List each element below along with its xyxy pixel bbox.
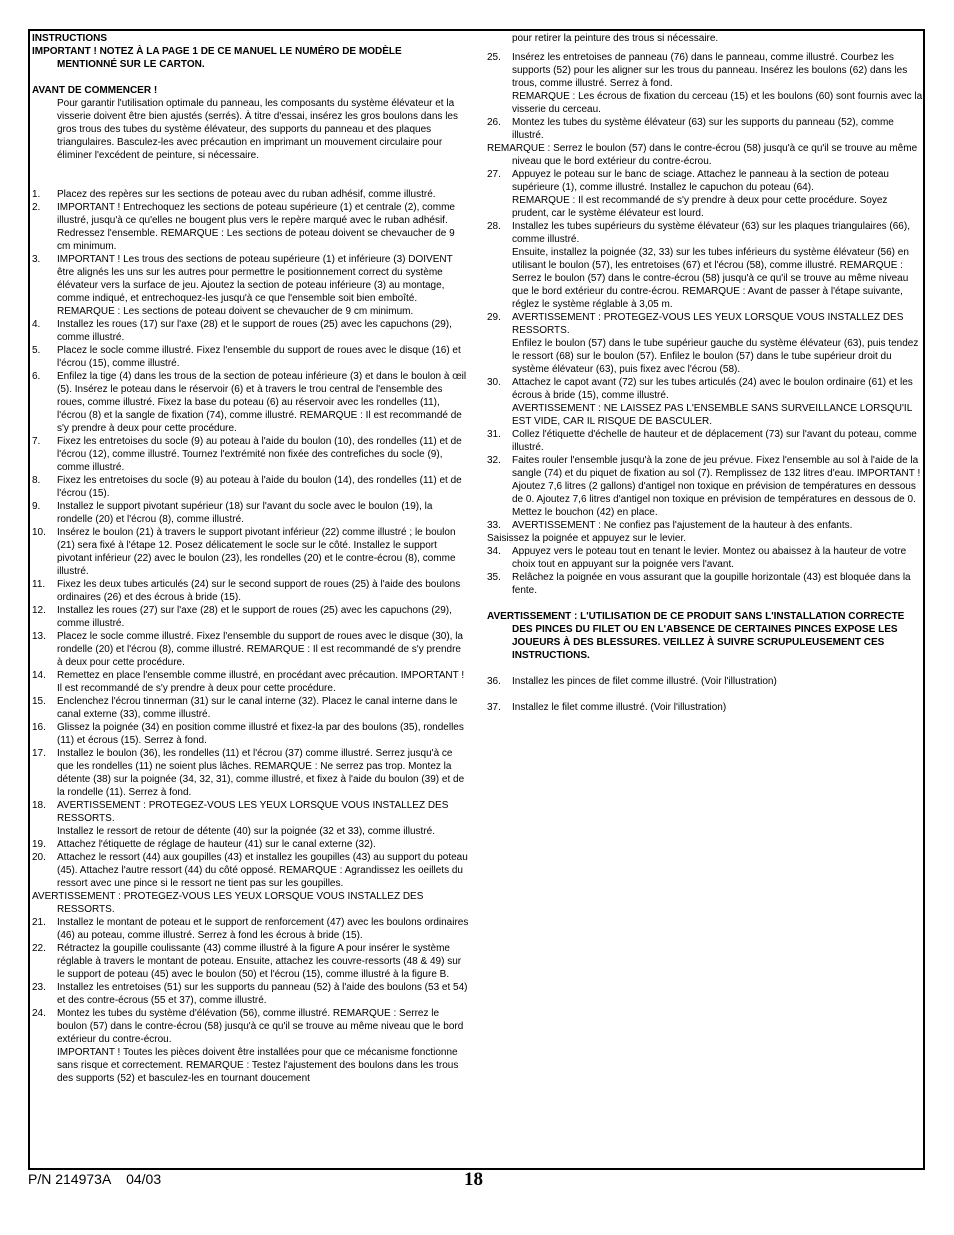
important-model-note-cont: MENTIONNÉ SUR LE CARTON. [57,59,205,70]
warning-springs: AVERTISSEMENT : PROTEGEZ-VOUS LES YEUX LORSQUE VOUS INSTALLEZ DES RESSORTS. [32,891,424,915]
step-32: 32. Faites rouler l'ensemble jusqu'à la zone de jeu prévue. Fixez l'ensemble au sol à l'aide de la sangle (74) et du piquet de fixation au sol (7). Remplissez de 132 litres d'eau. IMPORTANT ! Ajoutez 7,6 litres (2 gallons) d'antigel non toxique en prévision de températures en dessous de 0. Ajoutez 7,6 litres d'antigel non toxique en prévision de températures en dessous de 0. Mettez le bouchon (42) en place. [487,455,921,518]
step-6: 6. Enfilez la tige (4) dans les trous de la section de poteau inférieure (3) et dans le boulon à œil (5). Insérez le poteau dans le réservoir (6) et à travers le trou central de l'ensemble des roues, comme illustré. Fixez la base du poteau (6) au réservoir avec les rondelles (11), l'écrou (8) et la sangle de fixation (74), comme illustré. REMARQUE : Il est recommandé de s'y prendre à deux pour cette procédure. [32,371,467,434]
step-4: 4. Installez les roues (17) sur l'axe (28) et le support de roues (25) avec les capuchons (29), comme illustré. [32,319,452,343]
avant-text: Pour garantir l'utilisation optimale du panneau, les composants du système élévateur et la visserie doivent être bien ajustés (serrés). À titre d'essai, insérez les gros boulons dans les gros trous des tubes du système élévateur, des supports du panneau et des plaques triangulaires. Basculez-les avec précaution en imprimant un mouvement circulaire pour éliminer l'excédent de peinture, si nécessaire. [57,98,458,161]
step-25: 25. Insérez les entretoises de panneau (76) dans le panneau, comme illustré. Courbez les supports (52) pour les aligner sur les trous du panneau. Insérez les boulons (62) dans les trous, comme illustré. Serrez à fond. REMARQUE : Les écrous de fixation du cerceau (15) et les boulons (60) sont fournis avec la visserie du cerceau. [487,52,923,115]
net-clips-warning: AVERTISSEMENT : L'UTILISATION DE CE PRODUIT SANS L'INSTALLATION CORRECTE DES PINCES DU FILET OU EN L'ABSENCE DE CERTAINES PINCES EXPOSE LES JOUEURS À DES BLESSURES. VEILLEZ À SUIVRE SCRUPULEUSEMENT CES INSTRUCTIONS. [487,611,905,661]
right-column [487,32,923,714]
step-16: 16. Glissez la poignée (34) en position comme illustré et fixez-la par des boulons (35), rondelles (11) et écrous (15). Serrez à fond. [32,722,464,746]
avant-heading: AVANT DE COMMENCER ! [32,85,158,96]
step-20: 20. Attachez le ressort (44) aux goupilles (43) et installez les goupilles (43) au support du poteau (45). Attachez l'autre ressort (44) du côté opposé. REMARQUE : Agrandissez les oeillets du ressort avec une pince si le ressort ne tient pas sur les goupilles. [32,852,468,889]
page-frame [28,29,925,1170]
step-22: 22. Rétractez la goupille coulissante (43) comme illustré à la figure A pour insérer le système réglable à travers le montant de poteau. Ensuite, attachez les couvre-ressorts (48 & 49) sur le support de poteau (45) avec le boulon (50) et l'écrou (15), comme illustré à la figure B. [32,943,462,980]
step-36: 36. Installez les pinces de filet comme illustré. (Voir l'illustration) [487,676,777,687]
step-15: 15. Enclenchez l'écrou tinnerman (31) sur le canal interne (32). Placez le canal interne dans le canal externe (33), comme illustré. [32,696,458,720]
step-37: 37. Installez le filet comme illustré. (Voir l'illustration) [487,702,727,713]
remarque-note: REMARQUE : Serrez le boulon (57) dans le contre-écrou (58) jusqu'à ce qu'il se trouve au même niveau que le bord extérieur du contre-écrou. [487,143,918,167]
step-26: 26. Montez les tubes du système élévateur (63) sur les supports du panneau (52), comme illustré. [487,117,894,141]
step-18: 18. AVERTISSEMENT : PROTEGEZ-VOUS LES YEUX LORSQUE VOUS INSTALLEZ DES RESSORTS. Installez le ressort de retour de détente (40) sur la poignée (32 et 33), comme illustré. [32,800,449,837]
doc-date: 04/03 [126,1171,162,1187]
step-35: 35. Relâchez la poignée en vous assurant que la goupille horizontale (43) est bloquée dans la fente. [487,572,911,596]
important-model-note: IMPORTANT ! NOTEZ À LA PAGE 1 DE CE MANUEL LE NUMÉRO DE MODÈLE [32,46,402,57]
step-27: 27. Appuyez le poteau sur le banc de sciage. Attachez le panneau à la section de poteau supérieure (1), comme illustré. Installez le capuchon du poteau (64). REMARQUE : Il est recommandé de s'y prendre à deux pour cette procédure. Soyez prudent, car le système élévateur est lourd. [487,169,889,219]
step-34: 34. Appuyez vers le poteau tout en tenant le levier. Montez ou abaissez à la hauteur de votre choix tout en appuyant sur la poignée vers l'avant. [487,546,907,570]
page-number: 18 [464,1169,483,1190]
step-17: 17. Installez le boulon (36), les rondelles (11) et l'écrou (37) comme illustré. Serrez jusqu'à ce que les rondelles (11) ne soient plus lâches. REMARQUE : Ne serrez pas trop. Montez la détente (38) sur la poignée (34, 32, 31), comme illustré, et fixez à l'aide du boulon (39) et de la rondelle (11). Serrez à fond. [32,748,465,798]
step-1: 1. Placez des repères sur les sections de poteau avec du ruban adhésif, comme illustré. [32,189,436,200]
step-23: 23. Installez les entretoises (51) sur les supports du panneau (52) à l'aide des boulons (53 et 54) et des contre-écrous (55 et 37), comme illustré. [32,982,468,1006]
step-21: 21. Installez le montant de poteau et le support de renforcement (47) avec les boulons ordinaires (46) au poteau, comme illustré. Serrez à fond les écrous à bride (15). [32,917,469,941]
step-11: 11. Fixez les deux tubes articulés (24) sur le second support de roues (25) à l'aide des boulons ordinaires (26) et des écrous à bride (15). [32,579,461,603]
left-column [32,32,469,1085]
part-number: P/N 214973A 04/03 [28,1171,162,1187]
step-29: 29. AVERTISSEMENT : PROTEGEZ-VOUS LES YEUX LORSQUE VOUS INSTALLEZ DES RESSORTS. Enfilez le boulon (57) dans le tube supérieur gauche du système élévateur (63), puis tendez le ressort (68) sur le boulon (57). Enfilez le boulon (57) dans le tube supérieur droit du système élévateur (63), puis fixez avec l'écrou (58). [487,312,919,375]
step-8: 8. Fixez les entretoises du socle (9) au poteau à l'aide du boulon (14), des rondelles (11) et de l'écrou (15). [32,475,462,499]
step-24: 24. Montez les tubes du système d'élévation (56), comme illustré. REMARQUE : Serrez le boulon (57) dans le contre-écrou (58) jusqu'à ce qu'il se trouve au même niveau que le bord extérieur du contre-écrou. IMPORTANT ! Toutes les pièces doivent être installées pour que ce mécanisme fonctionne sans risque et correctement. REMARQUE : Testez l'ajustement des boulons dans les trous des supports (52) et basculez-les en tournant doucement [32,1008,464,1084]
saisissez-note: Saisissez la poignée et appuyez sur le levier. [487,533,687,544]
step-33: 33. AVERTISSEMENT : Ne confiez pas l'ajustement de la hauteur à des enfants. [487,520,853,531]
instructions-heading: INSTRUCTIONS [32,33,107,44]
step-12: 12. Installez les roues (27) sur l'axe (28) et le support de roues (25) avec les capuchons (29), comme illustré. [32,605,452,629]
step-31: 31. Collez l'étiquette d'échelle de hauteur et de déplacement (73) sur l'avant du poteau, comme illustré. [487,429,917,453]
step-19: 19. Attachez l'étiquette de réglage de hauteur (41) sur le canal externe (32). [32,839,376,850]
step-24-cont: pour retirer la peinture des trous si nécessaire. [512,33,719,44]
step-9: 9. Installez le support pivotant supérieur (18) sur l'avant du socle avec le boulon (19), la rondelle (20) et l'écrou (8), comme illustré. [32,501,433,525]
step-14: 14. Remettez en place l'ensemble comme illustré, en procédant avec précaution. IMPORTANT ! Il est recommandé de s'y prendre à deux pour cette procédure. [32,670,465,694]
step-13: 13. Placez le socle comme illustré. Fixez l'ensemble du support de roues avec le disque (30), la rondelle (20) et l'écrou (8), comme illustré. REMARQUE : Il est recommandé de s'y prendre à deux pour cette procédure. [32,631,463,668]
step-3: 3. IMPORTANT ! Les trous des sections de poteau supérieure (1) et inférieure (3) DOIVENT être alignés les uns sur les autres pour permettre le positionnement correct du système élévateur vers la surface de jeu. Ajoutez la section de poteau inférieure (3) au montage, comme indiqué, et entrechoquez-les jusqu'à ce que l'ensemble soit bien emboîté. REMARQUE : Les sections de poteau doivent se chevaucher de 9 cm minimum. [32,254,453,317]
step-30: 30. Attachez le capot avant (72) sur les tubes articulés (24) avec le boulon ordinaire (61) et les écrous à bride (15), comme illustré. AVERTISSEMENT : NE LAISSEZ PAS L'ENSEMBLE SANS SURVEILLANCE LORSQU'IL EST VIDE, CAR IL RISQUE DE BASCULER. [487,377,913,427]
step-7: 7. Fixez les entretoises du socle (9) au poteau à l'aide du boulon (10), des rondelles (11) et de l'écrou (12), comme illustré. Tournez l'extrémité non fixée des contrefiches du socle (9), comme illustré. [32,436,462,473]
step-2: 2. IMPORTANT ! Entrechoquez les sections de poteau supérieure (1) et centrale (2), comme illustré, jusqu'à ce qu'elles ne bougent plus vers le repère marqué avec le ruban adhésif. Redressez l'ensemble. REMARQUE : Les sections de poteau doivent se chevaucher de 9 cm minimum. [32,202,455,252]
step-28: 28. Installez les tubes supérieurs du système élévateur (63) sur les plaques triangulaires (66), comme illustré. Ensuite, installez la poignée (32, 33) sur les tubes inférieurs du système élévateur (56) en utilisant le boulon (57), les entretoises (67) et l'écrou (58), comme illustré. REMARQUE : Serrez le boulon (57) dans le contre-écrou (58) jusqu'à ce qu'il se trouve au même niveau que le bord extérieur du contre-écrou. REMARQUE : Avant de passer à l'étape suivante, réglez le système réglable à 3,05 m. [487,221,910,310]
step-5: 5. Placez le socle comme illustré. Fixez l'ensemble du support de roues avec le disque (16) et l'écrou (15), comme illustré. [32,345,461,369]
step-10: 10. Insérez le boulon (21) à travers le support pivotant inférieur (22) comme illustré ; le boulon (21) sera fixé à l'étape 12. Posez délicatement le socle sur le côté. Installez le support pivotant inférieur (22) avec le boulon (23), les rondelles (20) et le contre-écrou (8), comme illustré. [32,527,456,577]
